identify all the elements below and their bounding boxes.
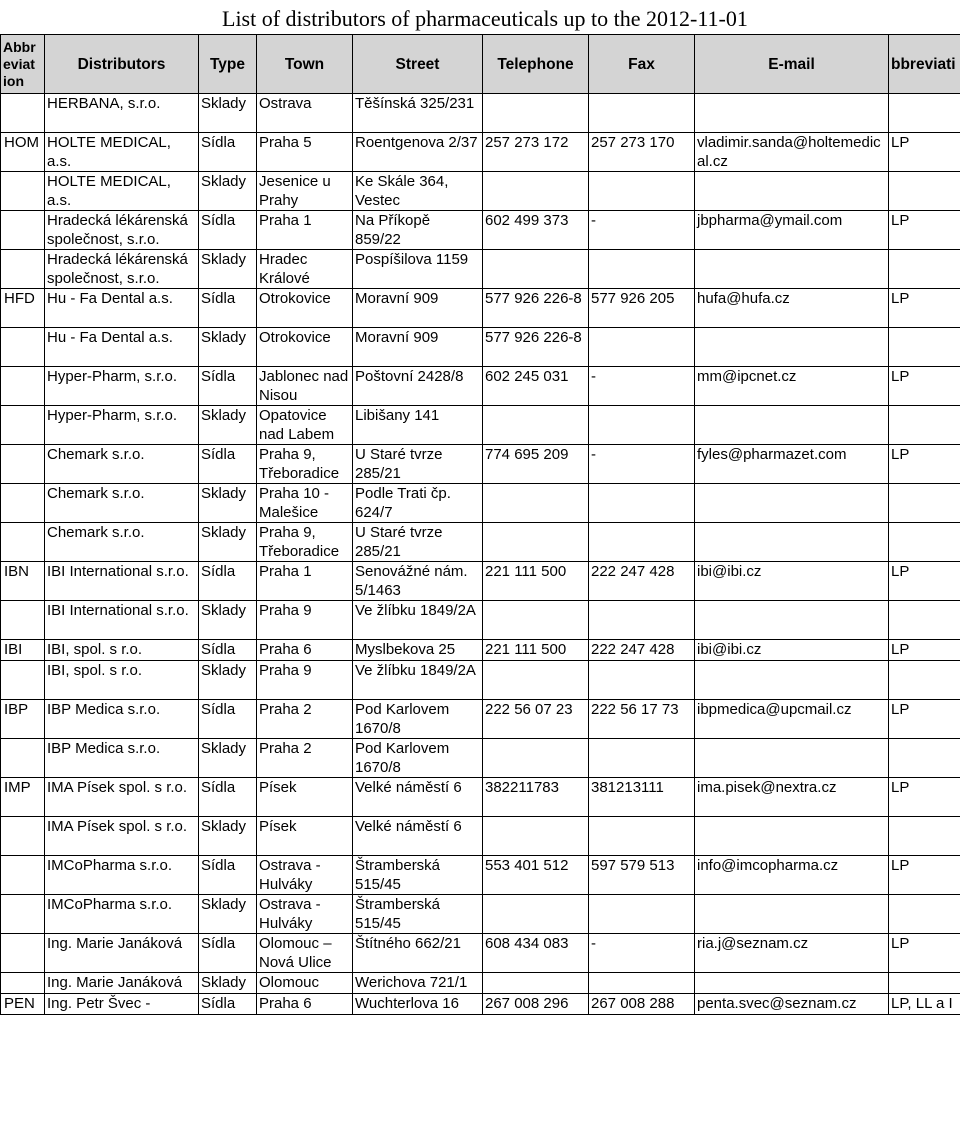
cell-abbreviation: PEN	[1, 994, 45, 1015]
col-header-email: E-mail	[695, 35, 889, 94]
cell-town: Praha 6	[257, 640, 353, 661]
distributors-table	[0, 34, 960, 1015]
cell-abbreviation: HOM	[1, 133, 45, 172]
cell-fax	[589, 895, 695, 934]
cell-type: Sklady	[199, 172, 257, 211]
cell-abbreviation-2	[889, 250, 960, 289]
cell-email: jbpharma@ymail.com	[695, 211, 889, 250]
cell-abbreviation-2: LP, LL a I	[889, 994, 960, 1015]
cell-abbreviation	[1, 739, 45, 778]
cell-distributor: IBP Medica s.r.o.	[45, 700, 199, 739]
cell-fax	[589, 661, 695, 700]
cell-email: info@imcopharma.cz	[695, 856, 889, 895]
cell-town: Ostrava - Hulváky	[257, 895, 353, 934]
cell-fax	[589, 328, 695, 367]
cell-street: Werichova 721/1	[353, 973, 483, 994]
cell-telephone: 602 499 373	[483, 211, 589, 250]
cell-street: Pod Karlovem 1670/8	[353, 700, 483, 739]
cell-type: Sklady	[199, 484, 257, 523]
cell-telephone	[483, 250, 589, 289]
cell-fax	[589, 484, 695, 523]
cell-email	[695, 94, 889, 133]
cell-abbreviation-2: LP	[889, 289, 960, 328]
table-row	[1, 661, 960, 700]
cell-town: Praha 9	[257, 661, 353, 700]
cell-street: Moravní 909	[353, 328, 483, 367]
cell-town: Praha 1	[257, 211, 353, 250]
cell-town: Ostrava	[257, 94, 353, 133]
cell-email	[695, 601, 889, 640]
cell-type: Sídla	[199, 778, 257, 817]
table-row	[1, 367, 960, 406]
cell-type: Sklady	[199, 661, 257, 700]
cell-distributor: IBP Medica s.r.o.	[45, 739, 199, 778]
cell-street: U Staré tvrze 285/21	[353, 445, 483, 484]
cell-telephone: 267 008 296	[483, 994, 589, 1015]
cell-email	[695, 406, 889, 445]
cell-street: Štramberská 515/45	[353, 856, 483, 895]
cell-abbreviation-2	[889, 94, 960, 133]
table-row	[1, 484, 960, 523]
cell-email: ima.pisek@nextra.cz	[695, 778, 889, 817]
cell-abbreviation-2	[889, 739, 960, 778]
cell-telephone: 602 245 031	[483, 367, 589, 406]
table-row	[1, 211, 960, 250]
cell-telephone: 608 434 083	[483, 934, 589, 973]
cell-town: Jesenice u Prahy	[257, 172, 353, 211]
col-header-distributors: Distributors	[45, 35, 199, 94]
cell-town: Olomouc – Nová Ulice	[257, 934, 353, 973]
cell-town: Hradec Králové	[257, 250, 353, 289]
cell-distributor: IBI, spol. s r.o.	[45, 661, 199, 700]
table-row	[1, 895, 960, 934]
cell-telephone	[483, 601, 589, 640]
cell-telephone	[483, 739, 589, 778]
cell-telephone	[483, 94, 589, 133]
cell-distributor: Hu - Fa Dental a.s.	[45, 289, 199, 328]
cell-town: Ostrava - Hulváky	[257, 856, 353, 895]
cell-street: Velké náměstí 6	[353, 817, 483, 856]
cell-abbreviation: IMP	[1, 778, 45, 817]
cell-abbreviation	[1, 328, 45, 367]
table-row	[1, 289, 960, 328]
cell-distributor: IBI International s.r.o.	[45, 562, 199, 601]
cell-abbreviation: IBP	[1, 700, 45, 739]
cell-distributor: Hyper-Pharm, s.r.o.	[45, 406, 199, 445]
cell-town: Praha 9, Třeboradice	[257, 445, 353, 484]
cell-town: Praha 1	[257, 562, 353, 601]
cell-abbreviation	[1, 250, 45, 289]
cell-email	[695, 739, 889, 778]
cell-abbreviation	[1, 895, 45, 934]
cell-telephone	[483, 523, 589, 562]
table-row	[1, 523, 960, 562]
cell-abbreviation	[1, 856, 45, 895]
cell-street: Štramberská 515/45	[353, 895, 483, 934]
cell-fax: -	[589, 367, 695, 406]
cell-distributor: IMCoPharma s.r.o.	[45, 895, 199, 934]
table-row	[1, 328, 960, 367]
cell-town: Jablonec nad Nisou	[257, 367, 353, 406]
table-row	[1, 817, 960, 856]
table-row	[1, 445, 960, 484]
cell-abbreviation-2	[889, 328, 960, 367]
cell-street: Ve žlíbku 1849/2A	[353, 661, 483, 700]
cell-fax: 577 926 205	[589, 289, 695, 328]
cell-distributor: HOLTE MEDICAL, a.s.	[45, 133, 199, 172]
cell-abbreviation-2	[889, 973, 960, 994]
cell-town: Praha 9, Třeboradice	[257, 523, 353, 562]
cell-telephone: 221 111 500	[483, 640, 589, 661]
cell-distributor: Ing. Marie Janáková	[45, 934, 199, 973]
cell-fax	[589, 601, 695, 640]
cell-abbreviation	[1, 94, 45, 133]
cell-abbreviation: HFD	[1, 289, 45, 328]
cell-abbreviation-2	[889, 895, 960, 934]
cell-distributor: HOLTE MEDICAL, a.s.	[45, 172, 199, 211]
cell-street: Ke Skále 364, Vestec	[353, 172, 483, 211]
cell-type: Sídla	[199, 934, 257, 973]
cell-distributor: Hradecká lékárenská společnost, s.r.o.	[45, 211, 199, 250]
table-row	[1, 133, 960, 172]
table-row	[1, 406, 960, 445]
cell-telephone	[483, 484, 589, 523]
cell-distributor: IMCoPharma s.r.o.	[45, 856, 199, 895]
cell-abbreviation-2: LP	[889, 934, 960, 973]
cell-abbreviation-2	[889, 817, 960, 856]
cell-type: Sklady	[199, 739, 257, 778]
table-row	[1, 94, 960, 133]
cell-street: Podle Trati čp. 624/7	[353, 484, 483, 523]
cell-distributor: Hyper-Pharm, s.r.o.	[45, 367, 199, 406]
col-header-street: Street	[353, 35, 483, 94]
cell-type: Sídla	[199, 856, 257, 895]
table-row	[1, 172, 960, 211]
cell-email: ria.j@seznam.cz	[695, 934, 889, 973]
table-row	[1, 778, 960, 817]
cell-street: Těšínská 325/231	[353, 94, 483, 133]
cell-street: Myslbekova 25	[353, 640, 483, 661]
col-header-abbreviation-2: bbreviati	[889, 35, 960, 94]
cell-abbreviation-2: LP	[889, 856, 960, 895]
cell-email	[695, 661, 889, 700]
cell-type: Sklady	[199, 250, 257, 289]
cell-telephone: 382211783	[483, 778, 589, 817]
cell-town: Praha 5	[257, 133, 353, 172]
cell-type: Sklady	[199, 523, 257, 562]
cell-distributor: HERBANA, s.r.o.	[45, 94, 199, 133]
cell-email	[695, 523, 889, 562]
cell-type: Sklady	[199, 406, 257, 445]
cell-town: Praha 9	[257, 601, 353, 640]
cell-telephone: 257 273 172	[483, 133, 589, 172]
cell-street: Štítného 662/21	[353, 934, 483, 973]
cell-fax: 267 008 288	[589, 994, 695, 1015]
cell-fax: 222 56 17 73	[589, 700, 695, 739]
cell-email	[695, 973, 889, 994]
cell-telephone	[483, 406, 589, 445]
cell-abbreviation-2	[889, 484, 960, 523]
cell-fax: 222 247 428	[589, 640, 695, 661]
cell-telephone	[483, 895, 589, 934]
table-row	[1, 934, 960, 973]
cell-fax	[589, 817, 695, 856]
cell-telephone: 577 926 226-8	[483, 328, 589, 367]
cell-telephone: 774 695 209	[483, 445, 589, 484]
cell-distributor: IMA Písek spol. s r.o.	[45, 778, 199, 817]
cell-abbreviation-2: LP	[889, 367, 960, 406]
cell-type: Sklady	[199, 328, 257, 367]
cell-abbreviation-2: LP	[889, 445, 960, 484]
cell-type: Sídla	[199, 994, 257, 1015]
cell-distributor: Chemark s.r.o.	[45, 445, 199, 484]
cell-type: Sklady	[199, 895, 257, 934]
cell-email: ibi@ibi.cz	[695, 562, 889, 601]
cell-abbreviation	[1, 817, 45, 856]
cell-fax: -	[589, 445, 695, 484]
table-row	[1, 250, 960, 289]
cell-distributor: IBI, spol. s r.o.	[45, 640, 199, 661]
col-header-abbreviation: Abbr eviat ion	[1, 35, 45, 94]
table-row	[1, 973, 960, 994]
cell-fax: 222 247 428	[589, 562, 695, 601]
page-title: List of distributors of pharmaceuticals up to the 2012-11-01	[222, 6, 748, 31]
cell-town: Olomouc	[257, 973, 353, 994]
cell-abbreviation-2	[889, 661, 960, 700]
cell-fax: 381213111	[589, 778, 695, 817]
cell-street: U Staré tvrze 285/21	[353, 523, 483, 562]
cell-street: Pod Karlovem 1670/8	[353, 739, 483, 778]
cell-telephone	[483, 172, 589, 211]
cell-abbreviation-2	[889, 523, 960, 562]
cell-abbreviation	[1, 523, 45, 562]
table-row	[1, 640, 960, 661]
table-row	[1, 562, 960, 601]
cell-town: Praha 6	[257, 994, 353, 1015]
cell-street: Roentgenova 2/37	[353, 133, 483, 172]
cell-type: Sklady	[199, 817, 257, 856]
cell-abbreviation	[1, 934, 45, 973]
cell-type: Sídla	[199, 367, 257, 406]
cell-street: Na Příkopě 859/22	[353, 211, 483, 250]
cell-fax: 257 273 170	[589, 133, 695, 172]
cell-fax	[589, 172, 695, 211]
cell-abbreviation-2: LP	[889, 778, 960, 817]
col-header-type: Type	[199, 35, 257, 94]
cell-type: Sídla	[199, 289, 257, 328]
cell-town: Písek	[257, 778, 353, 817]
cell-email	[695, 250, 889, 289]
cell-fax: 597 579 513	[589, 856, 695, 895]
cell-email: ibpmedica@upcmail.cz	[695, 700, 889, 739]
cell-type: Sídla	[199, 562, 257, 601]
cell-abbreviation	[1, 367, 45, 406]
cell-fax	[589, 250, 695, 289]
cell-type: Sklady	[199, 94, 257, 133]
cell-fax	[589, 406, 695, 445]
cell-abbreviation-2: LP	[889, 640, 960, 661]
cell-distributor: Chemark s.r.o.	[45, 523, 199, 562]
cell-street: Pospíšilova 1159	[353, 250, 483, 289]
cell-telephone	[483, 661, 589, 700]
cell-email	[695, 817, 889, 856]
table-body	[1, 94, 960, 1015]
cell-distributor: Chemark s.r.o.	[45, 484, 199, 523]
cell-email	[695, 328, 889, 367]
cell-abbreviation	[1, 661, 45, 700]
cell-telephone	[483, 817, 589, 856]
cell-fax: -	[589, 934, 695, 973]
cell-distributor: Ing. Marie Janáková	[45, 973, 199, 994]
cell-town: Otrokovice	[257, 328, 353, 367]
header-row	[1, 35, 960, 94]
cell-abbreviation	[1, 211, 45, 250]
col-header-fax: Fax	[589, 35, 695, 94]
cell-email: vladimir.sanda@holtemedical.cz	[695, 133, 889, 172]
cell-abbreviation: IBN	[1, 562, 45, 601]
cell-telephone: 577 926 226-8	[483, 289, 589, 328]
cell-fax	[589, 523, 695, 562]
cell-abbreviation: IBI	[1, 640, 45, 661]
cell-distributor: IBI International s.r.o.	[45, 601, 199, 640]
cell-type: Sklady	[199, 601, 257, 640]
table-row	[1, 700, 960, 739]
cell-street: Senovážné nám. 5/1463	[353, 562, 483, 601]
cell-abbreviation	[1, 406, 45, 445]
cell-town: Opatovice nad Labem	[257, 406, 353, 445]
cell-street: Wuchterlova 16	[353, 994, 483, 1015]
table-row	[1, 856, 960, 895]
table-row	[1, 601, 960, 640]
cell-abbreviation-2: LP	[889, 562, 960, 601]
cell-abbreviation	[1, 172, 45, 211]
cell-fax	[589, 94, 695, 133]
cell-type: Sídla	[199, 133, 257, 172]
cell-distributor: Hradecká lékárenská společnost, s.r.o.	[45, 250, 199, 289]
cell-type: Sídla	[199, 700, 257, 739]
cell-distributor: Hu - Fa Dental a.s.	[45, 328, 199, 367]
cell-email: hufa@hufa.cz	[695, 289, 889, 328]
cell-email: penta.svec@seznam.cz	[695, 994, 889, 1015]
cell-town: Praha 2	[257, 700, 353, 739]
cell-fax	[589, 739, 695, 778]
cell-abbreviation	[1, 973, 45, 994]
table-row	[1, 739, 960, 778]
cell-abbreviation	[1, 445, 45, 484]
cell-street: Poštovní 2428/8	[353, 367, 483, 406]
cell-town: Otrokovice	[257, 289, 353, 328]
cell-email: ibi@ibi.cz	[695, 640, 889, 661]
cell-email	[695, 172, 889, 211]
cell-town: Písek	[257, 817, 353, 856]
cell-abbreviation-2	[889, 601, 960, 640]
cell-fax: -	[589, 211, 695, 250]
cell-street: Libišany 141	[353, 406, 483, 445]
cell-telephone	[483, 973, 589, 994]
cell-abbreviation	[1, 601, 45, 640]
cell-telephone: 221 111 500	[483, 562, 589, 601]
cell-telephone: 553 401 512	[483, 856, 589, 895]
cell-email: fyles@pharmazet.com	[695, 445, 889, 484]
cell-abbreviation-2: LP	[889, 211, 960, 250]
cell-email: mm@ipcnet.cz	[695, 367, 889, 406]
cell-email	[695, 895, 889, 934]
page-title-bar	[0, 0, 960, 34]
cell-distributor: IMA Písek spol. s r.o.	[45, 817, 199, 856]
cell-street: Moravní 909	[353, 289, 483, 328]
cell-abbreviation-2: LP	[889, 700, 960, 739]
cell-abbreviation	[1, 484, 45, 523]
cell-type: Sídla	[199, 640, 257, 661]
cell-street: Velké náměstí 6	[353, 778, 483, 817]
table-row	[1, 994, 960, 1015]
col-header-town: Town	[257, 35, 353, 94]
cell-distributor: Ing. Petr Švec -	[45, 994, 199, 1015]
cell-fax	[589, 973, 695, 994]
cell-abbreviation-2: LP	[889, 133, 960, 172]
cell-street: Ve žlíbku 1849/2A	[353, 601, 483, 640]
cell-town: Praha 10 - Malešice	[257, 484, 353, 523]
cell-abbreviation-2	[889, 406, 960, 445]
cell-type: Sklady	[199, 973, 257, 994]
cell-telephone: 222 56 07 23	[483, 700, 589, 739]
col-header-telephone: Telephone	[483, 35, 589, 94]
cell-type: Sídla	[199, 211, 257, 250]
cell-abbreviation-2	[889, 172, 960, 211]
cell-town: Praha 2	[257, 739, 353, 778]
cell-email	[695, 484, 889, 523]
cell-type: Sídla	[199, 445, 257, 484]
